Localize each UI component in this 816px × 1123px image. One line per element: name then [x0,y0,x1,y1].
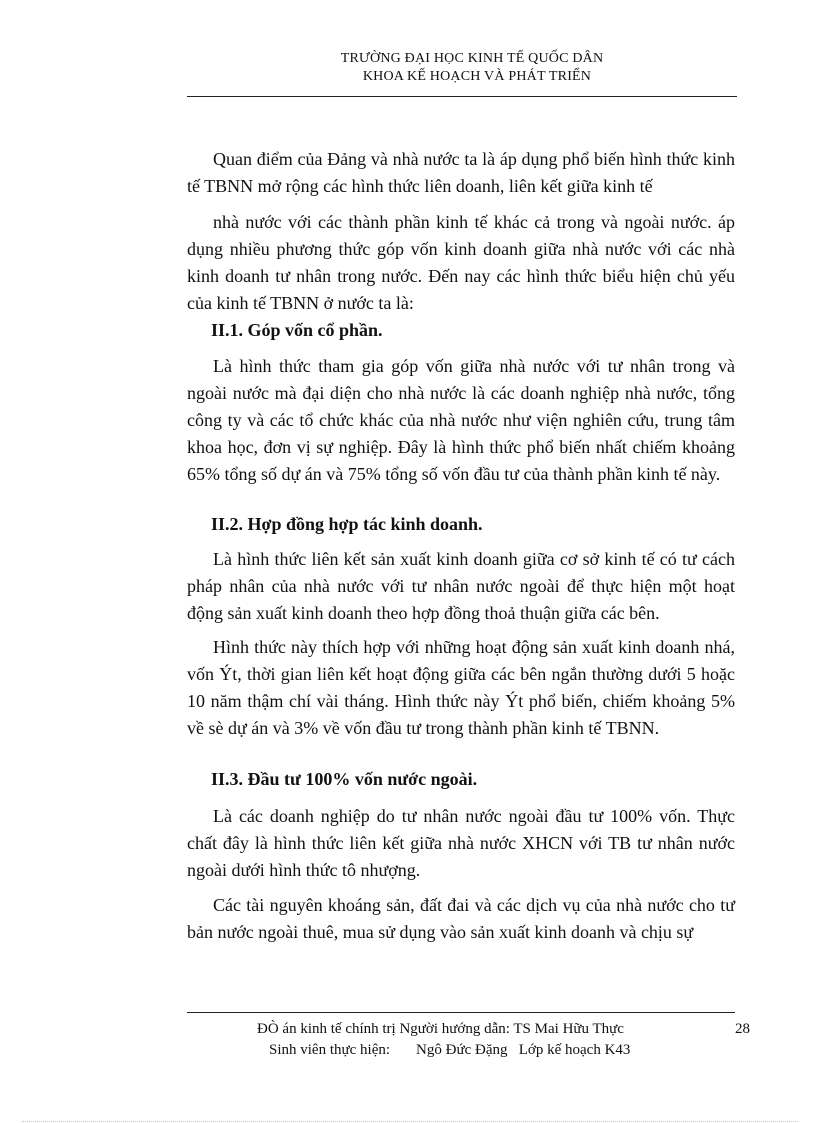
footer-student-line [187,1040,777,1061]
paragraph: Hình thức này thích hợp với những hoạt động sản xuất kinh doanh nhá, vốn Ýt, thời gian liên kết hoạt động giữa các bên ngắn thường dưới 5 hoặc 10 năm thậm chí vài tháng. Hình thức này Ýt phổ biến, chiếm khoảng 5% về sè dự án và 3% về vốn đầu tư trong thành phần kinh tế TBNN. [187,637,735,738]
page-number: 28 [735,1021,750,1037]
paragraph-section-3a [187,803,735,884]
footer-project-line: ĐÒ án kinh tế chính trị Người hướng dẫn: TS Mai Hữu Thực [257,1021,624,1037]
paragraph-section-1 [187,353,735,488]
footer-student-class: Lớp kế hoạch K43 [518,1042,631,1058]
footer-student-label: Sinh viên thực hiện: [269,1042,391,1058]
footer-student-name: Ngô Đức Đặng [416,1042,508,1058]
section-heading-2 [187,511,735,538]
section-heading-3 [187,766,735,793]
paragraph-section-3b [187,892,735,946]
paragraph-intro-cont [187,209,735,317]
page-edge-divider [22,1121,798,1122]
heading: II.1. Góp vốn cổ phần. [211,320,383,340]
heading: II.3. Đầu tư 100% vốn nước ngoài. [211,769,478,789]
footer-divider [187,1012,735,1013]
header-divider [187,96,737,97]
header-faculty: KHOA KẾ HOẠCH VÀ PHÁT TRIỂN [362,69,592,84]
page-header [187,50,737,86]
paragraph: Là hình thức tham gia góp vốn giữa nhà nước với tư nhân trong và ngoài nước mà đại diện cho nhà nước là các doanh nghiệp nhà nước, tổng công ty và các tổ chức khác của nhà nước như viện nghiên cứu, trung tâm khoa học, đơn vị sự nghiệp. Đây là hình thức phổ biến nhất chiếm khoảng 65% tổng số dự án và 75% tổng số vốn đầu tư của thành phần kinh tế này. [187,356,735,484]
paragraph: Các tài nguyên khoáng sản, đất đai và các dịch vụ của nhà nước cho tư bản nước ngoài thuê, mua sử dụng vào sản xuất kinh doanh và chịu sự [187,895,735,942]
paragraph: Quan điểm của Đảng và nhà nước ta là áp dụng phổ biến hình thức kinh tế TBNN mở rộng các hình thức liên doanh, liên kết giữa kinh tế [187,149,735,196]
paragraph: Là các doanh nghiệp do tư nhân nước ngoài đầu tư 100% vốn. Thực chất đây là hình thức liên kết giữa nhà nước XHCN với TB tư nhân nước ngoài dưới hình thức tô nhượng. [187,806,735,880]
heading: II.2. Hợp đồng hợp tác kinh doanh. [211,514,483,534]
section-heading-1 [187,317,735,344]
paragraph-intro [187,146,735,200]
paragraph-section-2b [187,634,735,742]
paragraph: nhà nước với các thành phần kinh tế khác cả trong và ngoài nước. áp dụng nhiều phương thức góp vốn kinh doanh giữa nhà nước với các nhà kinh doanh tư nhân trong nước. Đến nay các hình thức biểu hiện chủ yếu của kinh tế TBNN ở nước ta là: [187,212,735,313]
paragraph-section-2a [187,546,735,627]
paragraph: Là hình thức liên kết sản xuất kinh doanh giữa cơ sở kinh tế có tư cách pháp nhân của nhà nước với tư nhân nước ngoài để thực hiện một hoạt động sản xuất kinh doanh theo hợp đồng thoả thuận giữa các bên. [187,549,735,623]
page-footer [187,1019,777,1061]
header-university: TRƯỜNG ĐẠI HỌC KINH TẾ QUỐC DÂN [340,51,604,66]
